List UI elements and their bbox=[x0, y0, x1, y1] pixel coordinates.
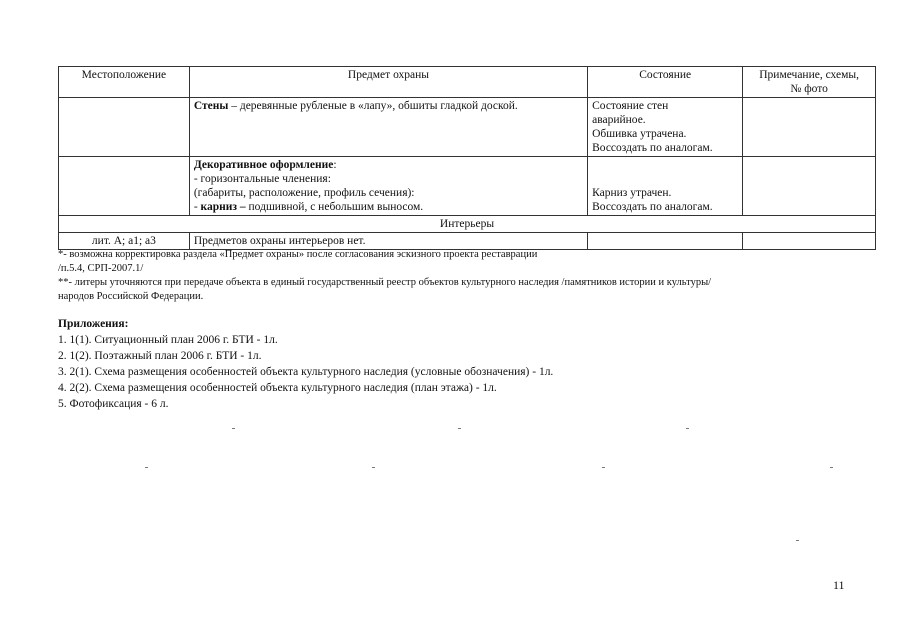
header-state: Состояние bbox=[588, 67, 743, 98]
cell-note bbox=[743, 233, 876, 250]
footnote-line: *- возможна корректировка раздела «Предмет охраны» после согласования эскизного проекта реставрации bbox=[58, 249, 538, 260]
walls-title: Стены bbox=[193, 100, 229, 112]
cell-note bbox=[743, 157, 876, 216]
scan-speck bbox=[458, 428, 461, 429]
appendix-item: 3. 2(1). Схема размещения особенностей объекта культурного наследия (условные обозначения) - 1л. bbox=[58, 366, 554, 378]
table-section-row bbox=[59, 216, 876, 233]
appendix-item: 4. 2(2). Схема размещения особенностей объекта культурного наследия (план этажа) - 1л. bbox=[58, 382, 497, 394]
scan-speck bbox=[602, 467, 605, 468]
cornice-label: карниз – bbox=[200, 201, 246, 213]
cell-location bbox=[59, 98, 190, 157]
cell-note bbox=[743, 98, 876, 157]
decor-line: (габариты, расположение, профиль сечения): bbox=[193, 187, 415, 199]
footnote-line: народов Российской Федерации. bbox=[58, 291, 204, 302]
table-row-walls bbox=[59, 98, 876, 157]
scan-speck bbox=[830, 467, 833, 468]
footnotes bbox=[58, 248, 858, 304]
section-interiors: Интерьеры bbox=[59, 216, 876, 233]
appendix-item: 1. 1(1). Ситуационный план 2006 г. БТИ - 1л. bbox=[58, 334, 278, 346]
appendix-item: 5. Фотофиксация - 6 л. bbox=[58, 398, 169, 410]
scan-speck bbox=[796, 540, 799, 541]
state-line: Воссоздать по аналогам. bbox=[592, 142, 713, 154]
table-row-decor bbox=[59, 157, 876, 216]
state-line: Воссоздать по аналогам. bbox=[592, 201, 713, 213]
cell-state bbox=[588, 157, 743, 216]
scan-speck bbox=[232, 428, 235, 429]
scan-speck bbox=[145, 467, 148, 468]
state-line: Состояние стен bbox=[592, 100, 669, 112]
page-number: 11 bbox=[833, 578, 845, 592]
state-line: Карниз утрачен. bbox=[592, 187, 672, 199]
cell-subject: Предметов охраны интерьеров нет. bbox=[189, 233, 587, 250]
cell-state bbox=[588, 98, 743, 157]
decor-line: - горизонтальные членения: bbox=[193, 173, 331, 185]
cell-subject bbox=[189, 157, 587, 216]
appendix-item: 2. 1(2). Поэтажный план 2006 г. БТИ - 1л. bbox=[58, 350, 262, 362]
decor-title: Декоративное оформление bbox=[193, 159, 334, 171]
state-line: Обшивка утрачена. bbox=[592, 128, 687, 140]
header-subject: Предмет охраны bbox=[189, 67, 587, 98]
scan-speck bbox=[686, 428, 689, 429]
decor-title-suffix: : bbox=[333, 159, 337, 171]
cell-state bbox=[588, 233, 743, 250]
protection-table bbox=[58, 66, 876, 250]
footnote-line: /п.5.4, СРП-2007.1/ bbox=[58, 263, 144, 274]
walls-desc: – деревянные рубленые в «лапу», обшиты гладкой доской. bbox=[228, 100, 518, 112]
header-note: Примечание, схемы, № фото bbox=[743, 67, 876, 98]
cell-location bbox=[59, 157, 190, 216]
scan-speck bbox=[372, 467, 375, 468]
appendix-list bbox=[58, 316, 858, 412]
appendix-title: Приложения: bbox=[58, 318, 129, 330]
cornice-desc: подшивной, с небольшим выносом. bbox=[245, 201, 424, 213]
cell-subject bbox=[189, 98, 587, 157]
decor-line-prefix: - bbox=[193, 201, 201, 213]
cell-location: лит. А; а1; а3 bbox=[59, 233, 190, 250]
header-location: Местоположение bbox=[59, 67, 190, 98]
footnote-line: **- литеры уточняются при передаче объекта в единый государственный реестр объектов культурного наследия /памятников истории и культуры/ bbox=[58, 277, 712, 288]
state-line: аварийное. bbox=[592, 114, 646, 126]
table-header-row bbox=[59, 67, 876, 98]
table-row-interior bbox=[59, 233, 876, 250]
